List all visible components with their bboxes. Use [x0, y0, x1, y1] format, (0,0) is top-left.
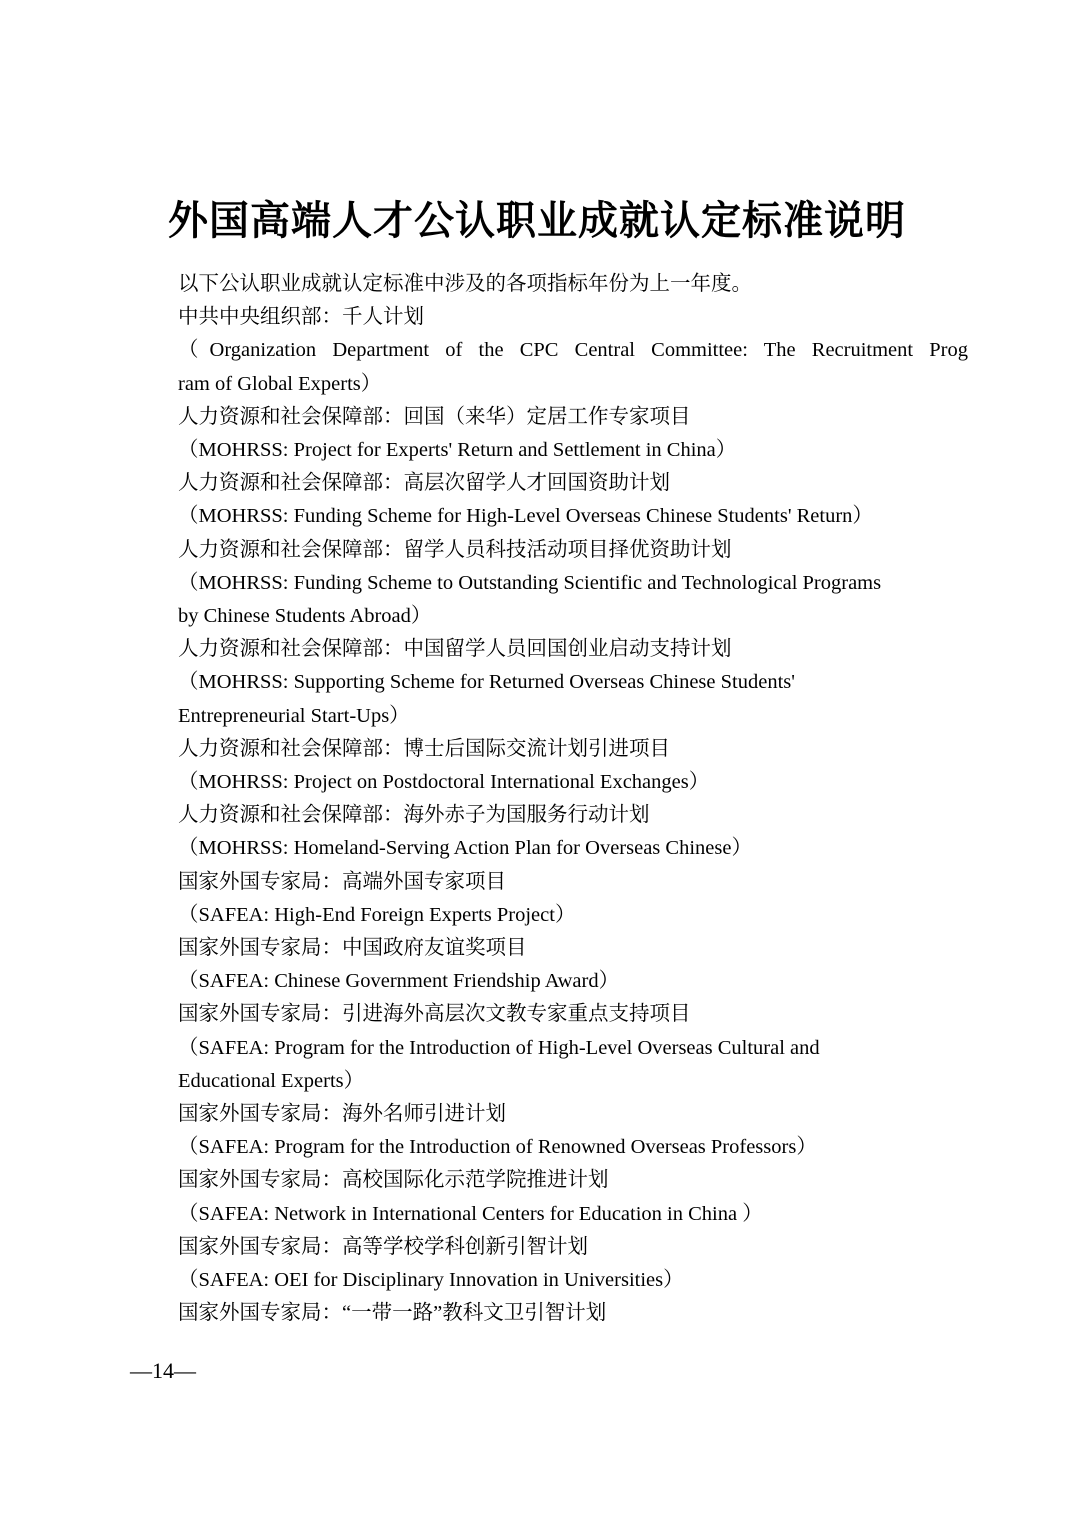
body-line: 人力资源和社会保障部：海外赤子为国服务行动计划: [178, 804, 650, 827]
body-line: （MOHRSS: Supporting Scheme for Returned Overseas Chinese Students': [178, 671, 795, 694]
body-line: （Organization Department of the CPC Central Committee: The Recruitment Prog: [178, 339, 968, 362]
body-line: 国家外国专家局：高校国际化示范学院推进计划: [178, 1169, 609, 1192]
body-line: 人力资源和社会保障部：回国（来华）定居工作专家项目: [178, 405, 691, 428]
page-title: 外国高端人才公认职业成就认定标准说明: [168, 196, 906, 244]
body-line: 以下公认职业成就认定标准中涉及的各项指标年份为上一年度。: [178, 273, 752, 295]
body-line: 国家外国专家局：引进海外高层次文教专家重点支持项目: [178, 1003, 691, 1026]
body-line: （MOHRSS: Funding Scheme for High-Level Overseas Chinese Students' Return）: [178, 505, 873, 528]
body-line: （MOHRSS: Homeland-Serving Action Plan for Overseas Chinese）: [178, 837, 752, 860]
body-line: by Chinese Students Abroad）: [178, 605, 432, 628]
body-line: （SAFEA: Program for the Introduction of High-Level Overseas Cultural and: [178, 1036, 820, 1059]
body-line: 国家外国专家局：“一带一路”教科文卫引智计划: [178, 1302, 607, 1325]
body-line: （SAFEA: Chinese Government Friendship Award）: [178, 970, 620, 993]
body-line: （MOHRSS: Project on Postdoctoral International Exchanges）: [178, 771, 710, 794]
body-line: 国家外国专家局：中国政府友谊奖项目: [178, 937, 527, 960]
body-line: 人力资源和社会保障部：博士后国际交流计划引进项目: [178, 737, 670, 760]
body-line: 人力资源和社会保障部：高层次留学人才回国资助计划: [178, 472, 670, 495]
body-line: 人力资源和社会保障部：留学人员科技活动项目择优资助计划: [178, 538, 732, 561]
page-number: —14—: [130, 1358, 196, 1383]
body-line: 国家外国专家局：海外名师引进计划: [178, 1103, 506, 1126]
body-line: 国家外国专家局：高等学校学科创新引智计划: [178, 1235, 588, 1258]
body-line: ram of Global Experts）: [178, 372, 382, 395]
body-line: 国家外国专家局：高端外国专家项目: [178, 870, 506, 893]
body-line: （MOHRSS: Project for Experts' Return and Settlement in China）: [178, 439, 737, 462]
document-body: [178, 268, 968, 1331]
body-line: 中共中央组织部：千人计划: [178, 306, 424, 329]
body-line: （MOHRSS: Funding Scheme to Outstanding Scientific and Technological Programs: [178, 571, 882, 594]
body-line: Entrepreneurial Start-Ups）: [178, 704, 410, 727]
body-line: （SAFEA: High-End Foreign Experts Project）: [178, 903, 576, 926]
body-line: （SAFEA: Network in International Centers for Education in China ）: [178, 1202, 763, 1225]
body-line: Educational Experts）: [178, 1069, 365, 1092]
body-line: （SAFEA: OEI for Disciplinary Innovation in Universities）: [178, 1269, 684, 1292]
body-line: 人力资源和社会保障部：中国留学人员回国创业启动支持计划: [178, 638, 732, 661]
body-line: （SAFEA: Program for the Introduction of Renowned Overseas Professors）: [178, 1136, 817, 1159]
